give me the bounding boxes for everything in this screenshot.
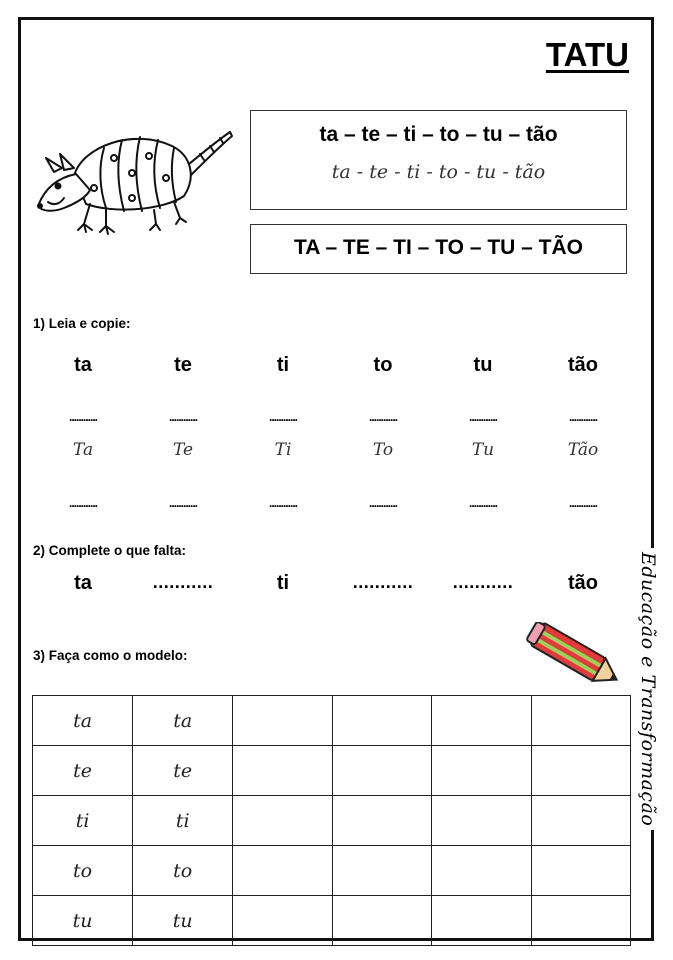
empty-cell (332, 846, 431, 896)
armadillo-illustration (34, 118, 234, 243)
copy-line: ............ (268, 496, 297, 510)
model-cell: ti (133, 796, 233, 846)
empty-cell (531, 846, 630, 896)
model-cell: te (33, 746, 133, 796)
syllable: ti (276, 572, 290, 594)
copy-line: ............ (368, 496, 397, 510)
empty-cell (332, 796, 431, 846)
page-title: TATU (545, 36, 629, 73)
exercise1-syllables-row (33, 354, 633, 377)
model-table (32, 695, 631, 946)
syllable: ti (276, 354, 290, 376)
copy-line: ............ (468, 410, 497, 424)
blank-line: ........... (152, 572, 214, 592)
copy-line: ............ (168, 496, 197, 510)
model-cell: tu (133, 896, 233, 946)
model-cell: ta (33, 696, 133, 746)
lowercase-syllables-box (250, 110, 627, 210)
copy-line: ............ (68, 496, 97, 510)
copy-line: ............ (368, 410, 397, 424)
exercise2-heading: 2) Complete o que falta: (33, 543, 187, 558)
empty-cell (233, 696, 332, 746)
table-row (33, 846, 631, 896)
empty-cell (531, 746, 630, 796)
empty-cell (432, 896, 531, 946)
empty-cell (233, 896, 332, 946)
cursive-syllable: Tão (567, 440, 599, 460)
cursive-syllable: To (372, 440, 394, 460)
model-cell: tu (33, 896, 133, 946)
table-row (33, 896, 631, 946)
model-cell: te (133, 746, 233, 796)
syllable: ta (74, 354, 92, 376)
table-row (33, 696, 631, 746)
model-cell: to (33, 846, 133, 896)
uppercase-syllables-print: TA – TE – TI – TO – TU – TÃO (294, 236, 583, 259)
copy-line: ............ (268, 410, 297, 424)
empty-cell (432, 746, 531, 796)
syllable: tão (568, 572, 598, 594)
empty-cell (531, 796, 630, 846)
lowercase-syllables-print: ta – te – ti – to – tu – tão (319, 123, 558, 146)
exercise1-heading: 1) Leia e copie: (33, 316, 131, 331)
empty-cell (233, 796, 332, 846)
empty-cell (531, 896, 630, 946)
empty-cell (432, 846, 531, 896)
copy-line: ............ (568, 410, 597, 424)
cursive-syllable: Te (172, 440, 194, 460)
exercise3-heading: 3) Faça como o modelo: (33, 648, 188, 663)
cursive-syllable: Tu (471, 440, 495, 460)
model-cell: ta (133, 696, 233, 746)
model-cell: ti (33, 796, 133, 846)
syllable: te (174, 354, 192, 376)
cursive-syllable: Ta (72, 440, 94, 460)
exercise1-dots-row-2 (33, 496, 633, 510)
copy-line: ............ (568, 496, 597, 510)
blank-line: ........... (352, 572, 414, 592)
syllable: ta (74, 572, 92, 594)
empty-cell (233, 846, 332, 896)
exercise2-row (33, 572, 633, 595)
model-cell: to (133, 846, 233, 896)
syllable: to (373, 354, 393, 376)
table-row (33, 746, 631, 796)
empty-cell (332, 746, 431, 796)
side-watermark-text: Educação e Transformação (637, 548, 659, 830)
cursive-syllable: Ti (274, 440, 292, 460)
exercise1-cursive-row (33, 440, 633, 460)
empty-cell (332, 696, 431, 746)
empty-cell (432, 796, 531, 846)
exercise1-dots-row-1 (33, 410, 633, 424)
empty-cell (432, 696, 531, 746)
lowercase-syllables-cursive: ta - te - ti - to - tu - tão (331, 161, 546, 183)
pencil-icon (522, 622, 632, 694)
blank-line: ........... (452, 572, 514, 592)
empty-cell (233, 746, 332, 796)
syllable: tu (473, 354, 493, 376)
copy-line: ............ (468, 496, 497, 510)
empty-cell (531, 696, 630, 746)
table-row (33, 796, 631, 846)
uppercase-syllables-box (250, 224, 627, 274)
copy-line: ............ (168, 410, 197, 424)
syllable: tão (568, 354, 598, 376)
empty-cell (332, 896, 431, 946)
copy-line: ............ (68, 410, 97, 424)
